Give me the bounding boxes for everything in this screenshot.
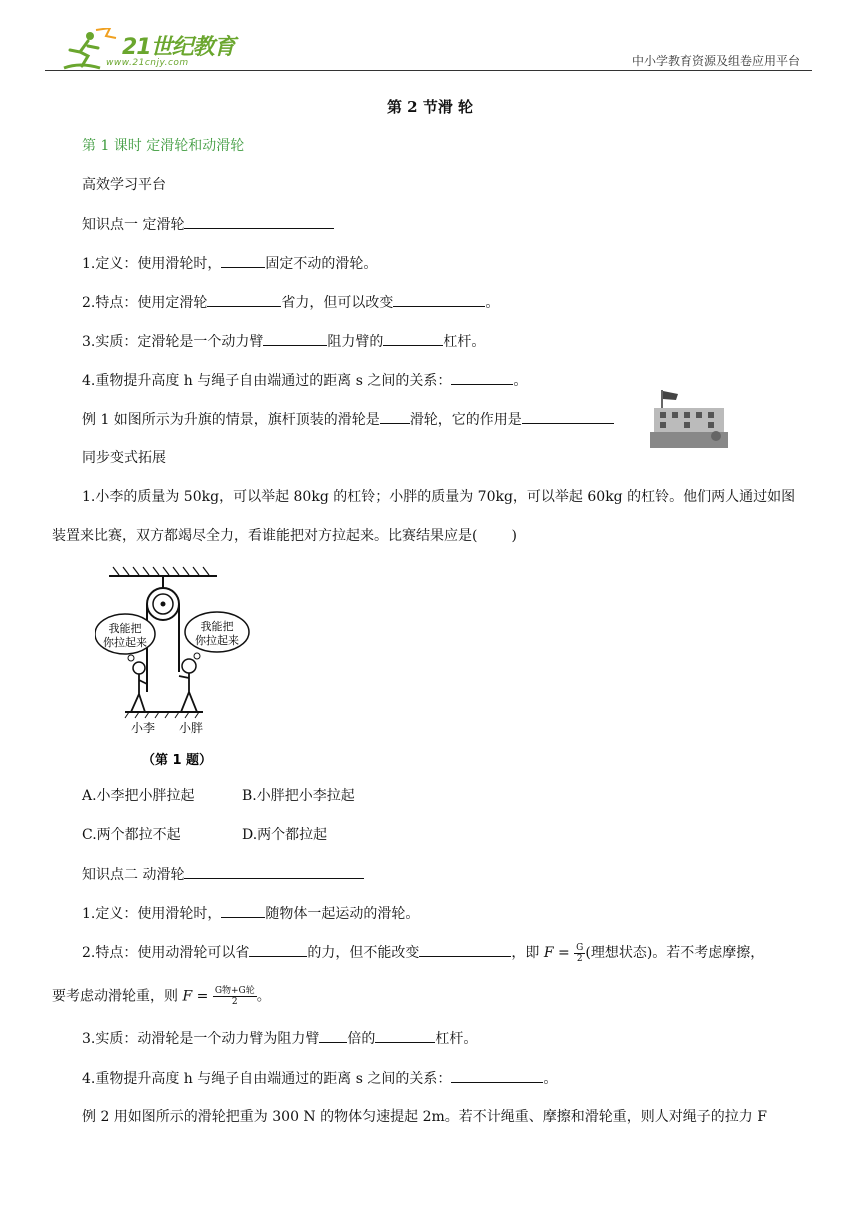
blank (249, 942, 307, 957)
kp1-essence (82, 331, 485, 352)
kp1-label: 知识点一 定滑轮 (82, 217, 185, 233)
name-left: 小李 (130, 721, 156, 735)
blank (375, 1028, 435, 1043)
logo-text: 21世纪教育 (122, 35, 235, 60)
text: 1.定义：使用滑轮时， (82, 906, 222, 922)
denominator: 2 (231, 997, 238, 1007)
bubble-left-line-1: 我能把 (108, 622, 142, 635)
text: ，即 (511, 945, 540, 961)
text: 。 (256, 988, 271, 1005)
kp1-heading (82, 214, 334, 235)
blank (380, 409, 410, 424)
blank (393, 292, 485, 307)
blank (207, 292, 281, 307)
blank (451, 370, 513, 385)
text: 杠杆。 (435, 1031, 478, 1047)
blank (383, 331, 443, 346)
text: 3.实质：定滑轮是一个动力臂 (82, 334, 264, 350)
practice-heading: 同步变式拓展 (82, 450, 166, 466)
numerator: G (576, 942, 584, 953)
page-title: 第 2 节滑 轮 (386, 98, 474, 116)
fraction-g-over-2 (574, 943, 585, 964)
kp2-feature-2 (52, 986, 271, 1007)
blank (319, 1028, 347, 1043)
text: 阻力臂的 (327, 334, 384, 350)
text: 倍的 (347, 1031, 376, 1047)
flag-raising-image (650, 386, 728, 448)
kp1-definition (82, 253, 377, 274)
logo (60, 28, 240, 74)
kp2-feature (82, 942, 764, 964)
blank (263, 331, 327, 346)
bubble-right-line-2: 你拉起来 (195, 634, 239, 647)
text: 省力，但可以改变 (281, 295, 394, 311)
option-b: B.小胖把小李拉起 (242, 788, 355, 804)
kp2-essence (82, 1028, 477, 1049)
formula-lhs: F = (182, 988, 209, 1005)
kp1-feature (82, 292, 499, 313)
denominator: 2 (576, 953, 583, 964)
blank (184, 864, 364, 879)
text: 滑轮，它的作用是 (409, 412, 522, 428)
kp2-relation (82, 1068, 557, 1089)
kp2-definition (82, 903, 419, 924)
text: (理想状态)。若不考虑摩擦， (585, 945, 765, 961)
text: 3.实质：动滑轮是一个动力臂为阻力臂 (82, 1031, 320, 1047)
pulley-contest-figure (95, 562, 275, 772)
bubble-right-line-1: 我能把 (200, 620, 234, 633)
kp2-heading (82, 864, 364, 885)
text: 。 (513, 373, 528, 389)
formula-lhs: F = (543, 945, 570, 961)
text: 要考虑动滑轮重，则 (52, 988, 178, 1005)
bubble-left-line-2: 你拉起来 (103, 636, 147, 649)
example-1 (82, 409, 614, 430)
fraction-total-weight-over-2 (213, 986, 257, 1007)
blank (419, 942, 511, 957)
option-a: A.小李把小胖拉起 (82, 788, 195, 804)
option-c: C.两个都拉不起 (82, 827, 181, 843)
text: ) (511, 528, 517, 544)
text: 1.定义：使用滑轮时， (82, 256, 222, 272)
blank (451, 1068, 543, 1083)
logo-url: www.21cnjy.com (106, 58, 189, 68)
option-d: D.两个都拉起 (242, 827, 328, 843)
platform-label: 中小学教育资源及组卷应用平台 (631, 54, 800, 68)
text: 2.特点：使用定滑轮 (82, 295, 208, 311)
question-1-line-2 (52, 526, 517, 546)
lesson-heading: 第 1 课时 定滑轮和动滑轮 (82, 138, 245, 154)
text: 。 (485, 295, 500, 311)
blank (522, 409, 614, 424)
text: 的力，但不能改变 (307, 945, 420, 961)
text: 4.重物提升高度 h 与绳子自由端通过的距离 s 之间的关系： (82, 1071, 452, 1087)
text: 4.重物提升高度 h 与绳子自由端通过的距离 s 之间的关系： (82, 373, 452, 389)
text: 装置来比赛，双方都竭尽全力，看谁能把对方拉起来。比赛结果应是( (52, 528, 478, 544)
figure-caption: （第 1 题） (141, 753, 213, 768)
blank (221, 253, 265, 268)
text: 固定不动的滑轮。 (265, 256, 378, 272)
blank (221, 903, 265, 918)
text: 。 (543, 1071, 558, 1087)
kp1-relation (82, 370, 527, 391)
text: 例 1 如图所示为升旗的情景，旗杆顶装的滑轮是 (82, 412, 380, 428)
text: 2.特点：使用动滑轮可以省 (82, 945, 250, 961)
question-1-line-1: 1.小李的质量为 50kg，可以举起 80kg 的杠铃；小胖的质量为 70kg，可以举起 60kg 的杠铃。他们两人通过如图 (82, 489, 796, 505)
header-divider (45, 70, 812, 71)
kp2-label: 知识点二 动滑轮 (82, 867, 185, 883)
blank (184, 214, 334, 229)
text: 随物体一起运动的滑轮。 (265, 906, 420, 922)
section-heading: 高效学习平台 (82, 177, 166, 193)
name-right: 小胖 (178, 721, 204, 735)
numerator: G物+G轮 (214, 986, 255, 996)
text: 杠杆。 (443, 334, 486, 350)
example-2: 例 2 用如图所示的滑轮把重为 300 N 的物体匀速提起 2m。若不计绳重、摩擦和滑轮重，则人对绳子的拉力 F (82, 1109, 767, 1125)
